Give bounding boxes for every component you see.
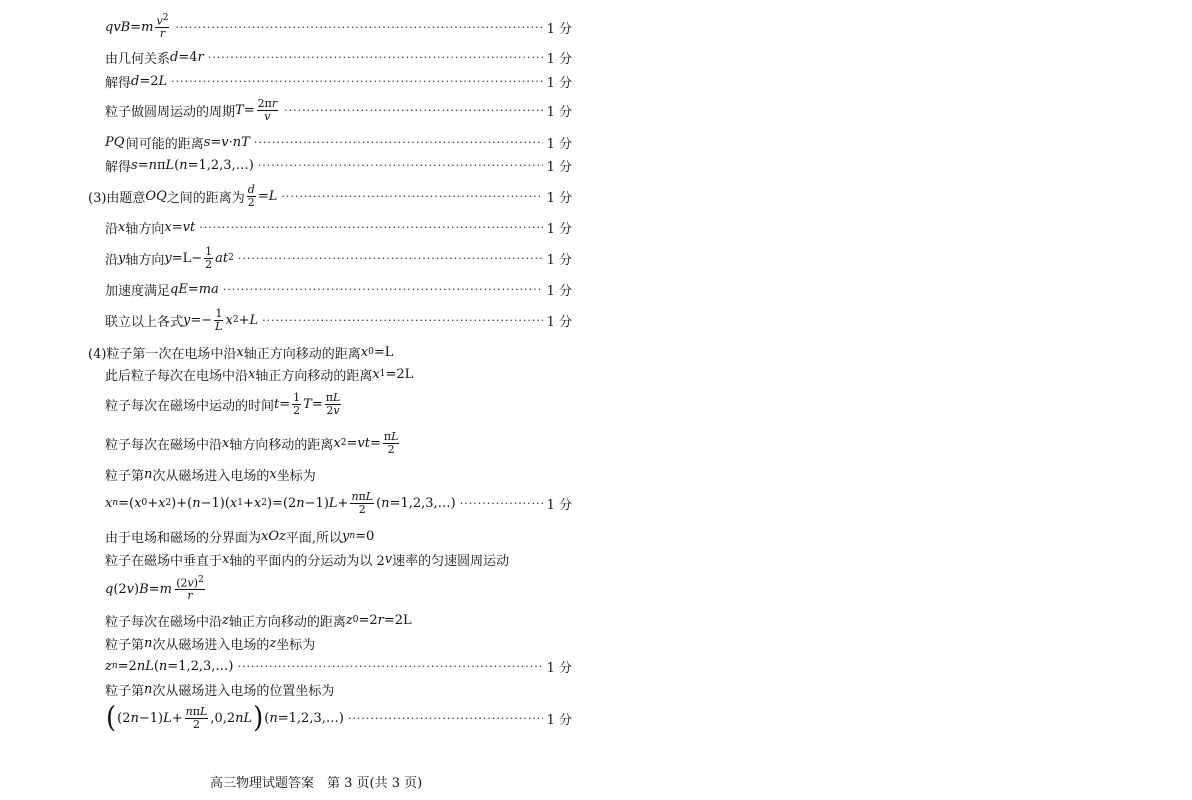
leader-dots	[171, 75, 542, 88]
leader-dots	[262, 314, 542, 327]
text-first-electric-distance: (4)粒子第一次在电场中沿 x 轴正方向移动的距离 x 0 =L	[88, 344, 394, 362]
eq-d-result: 解得 d =2 L ····· 1 分	[105, 69, 572, 93]
eq-2v-lorentz: q (2 v ) B = m $\frac{(2v)^2}{r}$	[105, 575, 204, 603]
score: 1 分	[546, 21, 572, 37]
page-footer: 高三物理试题答案 第 3 页(共 3 页)	[210, 776, 423, 791]
text-nth-z-coordinate: 粒子第 n 次从磁场进入电场的 z 坐标为	[105, 635, 316, 653]
score: 1 分	[546, 314, 572, 330]
leader-dots	[238, 252, 543, 265]
score: 1 分	[546, 104, 572, 120]
score: 1 分	[546, 51, 572, 67]
eq-oq-distance: (3)由题意 OQ 之间的距离为 $\frac{d}{2}$ = L ····· 1 分	[88, 184, 572, 208]
score: 1 分	[546, 190, 572, 206]
score: 1 分	[546, 660, 572, 676]
score: 1 分	[546, 283, 572, 299]
eq-period: 粒子做圆周运动的周期 T = $\frac{2\pi r}{v}$ ····· 1 分	[105, 98, 572, 122]
eq-zn: z n =2 nL ( n =1,2,3,…) ····· 1 分	[105, 654, 572, 678]
score: 1 分	[546, 75, 572, 91]
eq-position-vector: ( (2 n −1) L + $\frac{\text{nπL}}{2}$ ,0,2 nL ) ( n =1,2,3,…) ····· 1 分	[105, 706, 572, 730]
text-circular-component: 粒子在磁场中垂直于 x 轴的平面内的分运动为以 2 v 速率的匀速圆周运动	[105, 551, 510, 569]
leader-dots	[258, 159, 543, 172]
leader-dots	[223, 283, 543, 296]
leader-dots	[281, 190, 542, 203]
text-nth-position: 粒子第 n 次从磁场进入电场的位置坐标为	[105, 681, 335, 699]
eq-xn: x n =( x 0 + x 2 )+( n −1)( x 1 + x 2 )=(2 n −1) L + $\frac{\text{nπL}}{2}$ ( n =1,2,3,…) ····· 1 分	[105, 491, 572, 515]
eq-y-motion: 沿 y 轴方向 y =L− $\frac{1}{2}$ at 2 ····· 1 分	[105, 246, 572, 270]
eq-s-result: 解得 s = n π L ( n =1,2,3,…) ····· 1 分	[105, 153, 572, 177]
leader-dots	[460, 497, 543, 510]
leader-dots	[348, 712, 543, 725]
text-magnetic-time: 粒子每次在磁场中运动的时间 t = $\frac{1}{2}$ T = $\frac{\pi L}{2v}$	[105, 390, 341, 417]
eq-acceleration: 加速度满足 qE = ma ····· 1 分	[105, 277, 572, 301]
score: 1 分	[546, 136, 572, 152]
score: 1 分	[546, 497, 572, 513]
leader-dots	[254, 136, 543, 149]
text-z-distance: 粒子每次在磁场中沿 z 轴正方向移动的距离 z 0 =2 r =2L	[105, 612, 412, 630]
score: 1 分	[546, 252, 572, 268]
score: 1 分	[546, 159, 572, 175]
text-magnetic-x-distance: 粒子每次在磁场中沿 x 轴方向移动的距离 x 2 = vt = $\frac{\pi L}{2}$	[105, 429, 399, 456]
score: 1 分	[546, 712, 572, 728]
leader-dots	[284, 104, 543, 117]
leader-dots	[175, 21, 542, 34]
eq-trajectory: 联立以上各式 y =− $\frac{1}{L}$ x 2 + L ····· 1 分	[105, 308, 572, 332]
text-nth-x-coordinate: 粒子第 n 次从磁场进入电场的 x 坐标为	[105, 466, 316, 484]
leader-dots	[208, 51, 543, 64]
text-subsequent-electric-distance: 此后粒子每次在电场中沿 x 轴正方向移动的距离 x 1 =2L	[105, 366, 414, 384]
leader-dots	[199, 221, 542, 234]
eq-geometry: 由几何关系 d =4 r ····· 1 分	[105, 45, 572, 69]
eq-pq-distance: PQ 间可能的距离 s = v · nT ····· 1 分	[105, 130, 572, 154]
eq-x-motion: 沿 x 轴方向 x = vt ····· 1 分	[105, 215, 572, 239]
leader-dots	[237, 660, 542, 673]
text-interface-plane: 由于电场和磁场的分界面为 xOz 平面,所以 y n =0	[105, 528, 375, 546]
score: 1 分	[546, 221, 572, 237]
eq-lorentz-force: qvB = m $\frac{v^2}{r}$ ····· 1 分	[105, 15, 572, 39]
